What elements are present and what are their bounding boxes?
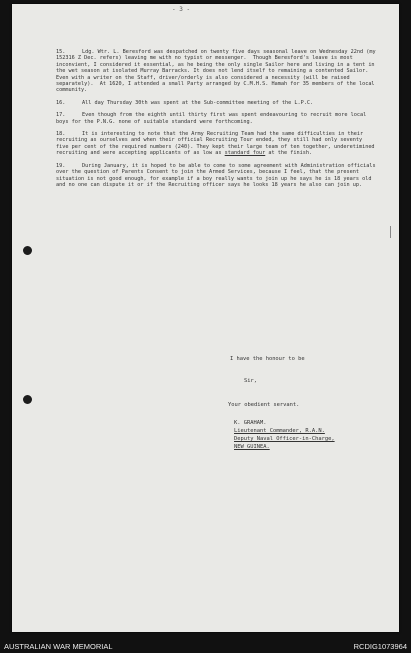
closing-servant: Your obedient servant.: [228, 402, 300, 408]
closing-honour: I have the honour to be: [230, 356, 305, 362]
paragraph-17: 17. Even though from the eighth until thirty first was spent endeavouring to recruit more local boys for the P.N.G. none of suitable standard were forthcoming.: [56, 112, 370, 125]
footer-record-id: RCDIG1073964: [353, 642, 407, 651]
document-body: [56, 49, 379, 194]
punch-hole: [23, 246, 32, 255]
punch-hole: [23, 395, 32, 404]
paragraph-16: 16. All day Thursday 30th was spent at the Sub-committee meeting of the L.P.C.: [56, 99, 314, 106]
underlined-phrase: standard four: [224, 150, 266, 157]
paragraph-15: 15. Ldg. Wtr. L. Beresford was despatched on twenty five days seasonal leave on Wednesday 22nd (my 152316 Z Dec. refers) leaving me with no typist or messenger. Though Beresford's leave is most inconvient, I considered it essential, as he being the only single Sailor here and living in a tent in the wet season at isolated Murray Barracks. It does not lend itself to remaining a contented Sailor. Even with a writer on the Staff, driver/orderly is also considered a necessity (will be raised separately). At 1620, I attended a small Party arranged by C.M.H.S. Hamah for 35 members of the local community.: [56, 49, 379, 94]
signatory-place: NEW GUINEA.: [234, 444, 270, 450]
margin-mark: [390, 226, 391, 238]
paragraph-18: 18. It is interesting to note that the Army Recruiting Team had the same difficulties in their recruiting as ourselves and when their official Recruiting Tour ended, they still had only seventy five per cent of the required numbers (240). They kept their large team of ten together, underetimined recruiting and were accepting applicants of as low as standard four at the finish.: [56, 131, 378, 157]
signatory-title: Deputy Naval Officer-in-Charge,: [234, 436, 335, 442]
signatory-rank: Lieutenant Commander, R.A.N.: [234, 428, 325, 434]
signatory-name: K. GRAHAM.: [234, 420, 267, 426]
document-page: [12, 4, 399, 632]
footer-institution: AUSTRALIAN WAR MEMORIAL: [4, 642, 113, 651]
footer-bar: [0, 640, 411, 653]
page-number: - 3 -: [172, 6, 191, 13]
closing-sir: Sir,: [244, 378, 257, 384]
paragraph-19: 19. During January, it is hoped to be able to come to some agreement with Administration officials over the question of Parents Consent to join the Armed Services, because I feel, that the present situation is not good enough, for example if a boy really wants to join up he says he is 18 years old and no one can dispute it or if the Recruiting officer says he looks 18 years he also can join up.: [56, 162, 379, 188]
